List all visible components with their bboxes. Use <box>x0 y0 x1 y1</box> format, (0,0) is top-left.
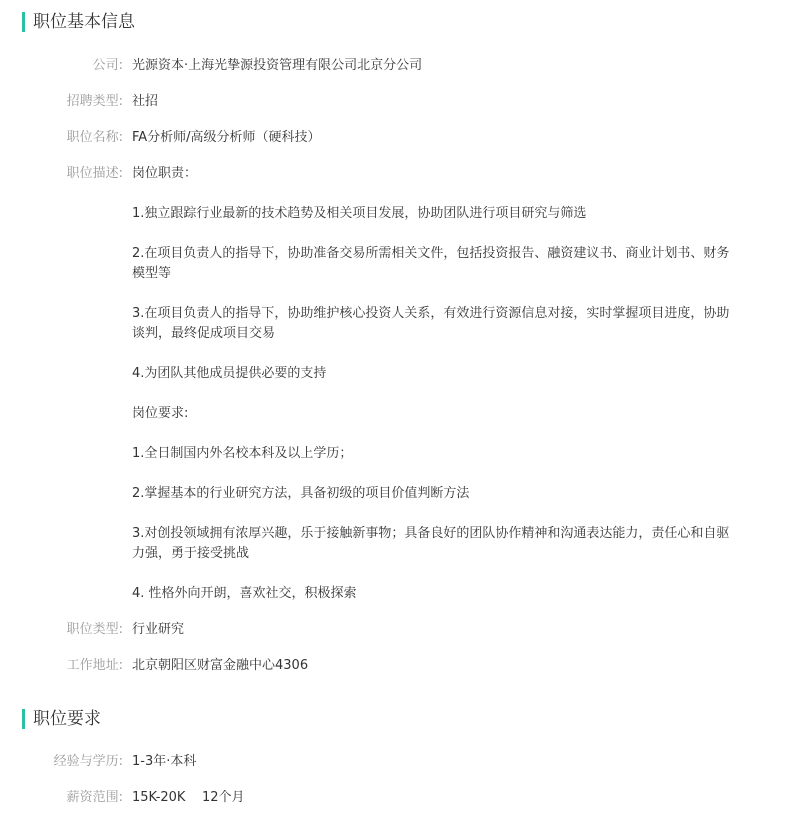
description-line: 谈判，最终促成项目交易 <box>132 326 276 341</box>
description-line: 1.独立跟踪行业最新的技术趋势及相关项目发展，协助团队进行项目研究与筛选 <box>132 206 587 221</box>
description-line: 3.在项目负责人的指导下，协助维护核心投资人关系，有效进行资源信息对接，实时掌握项目进度，协助 <box>132 306 730 321</box>
position-type-label: 职位类型: <box>66 622 123 637</box>
description-line: 3.对创投领域拥有浓厚兴趣，乐于接触新事物；具备良好的团队协作精神和沟通表达能力，责任心和自驱 <box>132 526 730 541</box>
description-line: 4. 性格外向开朗，喜欢社交，积极探索 <box>132 586 357 601</box>
experience-value: 1-3年·本科 <box>132 754 197 769</box>
description-line: 1.全日制国内外名校本科及以上学历； <box>132 446 353 461</box>
description-line: 4.为团队其他成员提供必要的支持 <box>132 366 327 381</box>
description-line: 2.在项目负责人的指导下，协助准备交易所需相关文件，包括投资报告、融资建议书、商业计划书、财务 <box>132 246 730 261</box>
description-line: 2.掌握基本的行业研究方法，具备初级的项目价值判断方法 <box>132 486 470 501</box>
recruit-type-label: 招聘类型: <box>66 94 123 109</box>
position-name-value: FA分析师/高级分析师（硬科技） <box>132 130 321 145</box>
position-type-value: 行业研究 <box>132 622 185 637</box>
section-title-basic-info: 职位基本信息 <box>22 12 135 32</box>
recruit-type-value: 社招 <box>132 94 159 109</box>
salary-value: 15K-20K 12个月 <box>132 790 245 805</box>
description-label: 职位描述: <box>66 166 123 181</box>
company-label: 公司: <box>92 58 123 73</box>
description-line: 岗位职责： <box>132 166 198 181</box>
description-line: 模型等 <box>132 266 172 281</box>
section-title-requirements: 职位要求 <box>22 709 101 729</box>
salary-label: 薪资范围: <box>66 790 123 805</box>
work-address-label: 工作地址: <box>66 658 123 673</box>
description-line: 岗位要求: <box>132 406 189 421</box>
company-value: 光源资本·上海光挚源投资管理有限公司北京分公司 <box>132 58 423 73</box>
position-name-label: 职位名称: <box>66 130 123 145</box>
description-line: 力强，勇于接受挑战 <box>132 546 250 561</box>
experience-label: 经验与学历: <box>53 754 123 769</box>
work-address-value: 北京朝阳区财富金融中心4306 <box>132 658 309 673</box>
